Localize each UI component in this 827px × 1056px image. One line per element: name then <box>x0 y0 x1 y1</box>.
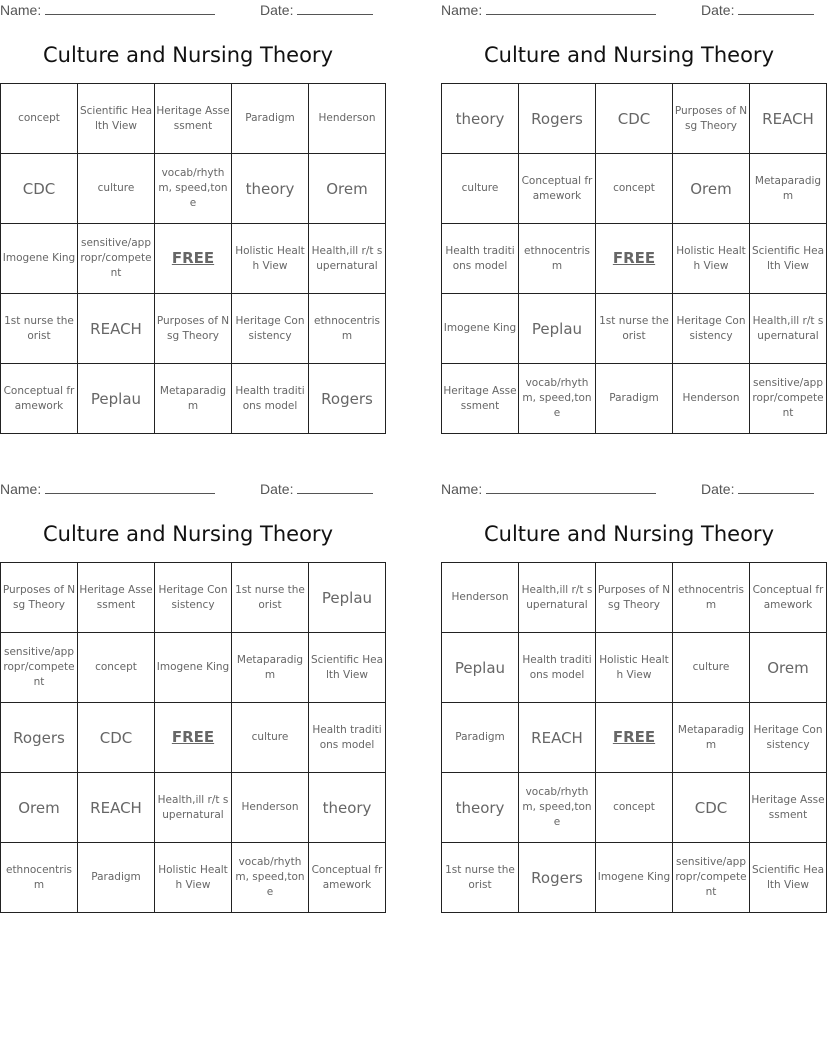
bingo-cell: Imogene King <box>596 843 673 913</box>
bingo-cell: CDC <box>596 84 673 154</box>
bingo-cell: sensitive/appropr/competent <box>750 364 827 434</box>
bingo-cell: 1st nurse theorist <box>1 294 78 364</box>
bingo-cell: Holistic Health View <box>673 224 750 294</box>
bingo-cell: REACH <box>78 773 155 843</box>
bingo-row <box>442 703 827 773</box>
bingo-row <box>442 633 827 703</box>
name-field <box>0 2 215 18</box>
bingo-cell: Scientific Health View <box>750 843 827 913</box>
bingo-cell: Rogers <box>519 84 596 154</box>
bingo-cell: Imogene King <box>1 224 78 294</box>
bingo-cell: CDC <box>78 703 155 773</box>
bingo-cell: CDC <box>673 773 750 843</box>
bingo-cell: concept <box>596 154 673 224</box>
bingo-card <box>0 0 383 440</box>
bingo-cell: ethnocentrism <box>309 294 386 364</box>
bingo-cell: Health traditions model <box>309 703 386 773</box>
bingo-cell: sensitive/appropr/competent <box>1 633 78 703</box>
bingo-cell: concept <box>1 84 78 154</box>
card-title: Culture and Nursing Theory <box>42 522 333 546</box>
bingo-row <box>442 224 827 294</box>
bingo-cell: Paradigm <box>78 843 155 913</box>
name-blank-line[interactable] <box>486 2 656 15</box>
bingo-cell: Peplau <box>442 633 519 703</box>
bingo-cell: REACH <box>78 294 155 364</box>
bingo-cell: Holistic Health View <box>596 633 673 703</box>
date-field <box>701 2 814 18</box>
bingo-cell: REACH <box>519 703 596 773</box>
bingo-cell: Health traditions model <box>519 633 596 703</box>
bingo-cell: Imogene King <box>442 294 519 364</box>
bingo-cell: theory <box>232 154 309 224</box>
bingo-cell: Conceptual framework <box>1 364 78 434</box>
bingo-cell: Heritage Assessment <box>750 773 827 843</box>
bingo-cell: Rogers <box>309 364 386 434</box>
date-blank-line[interactable] <box>297 2 373 15</box>
bingo-cell: concept <box>78 633 155 703</box>
bingo-grid <box>0 562 386 913</box>
bingo-row <box>1 703 386 773</box>
bingo-cell: Rogers <box>519 843 596 913</box>
bingo-cell: Heritage Assessment <box>78 563 155 633</box>
card-title: Culture and Nursing Theory <box>483 43 774 67</box>
date-label: Date: <box>260 2 294 18</box>
date-label: Date: <box>701 481 735 497</box>
bingo-cell: culture <box>673 633 750 703</box>
bingo-cell: Purposes of Nsg Theory <box>673 84 750 154</box>
bingo-row <box>1 154 386 224</box>
bingo-cell: culture <box>232 703 309 773</box>
bingo-cell: Scientific Health View <box>750 224 827 294</box>
date-field <box>701 481 814 497</box>
bingo-row <box>1 364 386 434</box>
name-label: Name: <box>441 2 483 18</box>
bingo-cell: Paradigm <box>442 703 519 773</box>
name-label: Name: <box>0 481 42 497</box>
bingo-cell: Heritage Consistency <box>750 703 827 773</box>
bingo-cell: Heritage Consistency <box>673 294 750 364</box>
bingo-row <box>1 773 386 843</box>
bingo-cell: Conceptual framework <box>519 154 596 224</box>
bingo-cell: Imogene King <box>155 633 232 703</box>
bingo-cell: Peplau <box>78 364 155 434</box>
bingo-cell: Peplau <box>309 563 386 633</box>
bingo-cell: Heritage Assessment <box>155 84 232 154</box>
bingo-cell: Health,ill r/t supernatural <box>155 773 232 843</box>
name-field <box>441 481 656 497</box>
name-blank-line[interactable] <box>45 2 215 15</box>
bingo-cell: vocab/rhythm, speed,tone <box>519 364 596 434</box>
bingo-cell: Health,ill r/t supernatural <box>519 563 596 633</box>
bingo-cell: ethnocentrism <box>1 843 78 913</box>
date-blank-line[interactable] <box>297 481 373 494</box>
bingo-cell: sensitive/appropr/competent <box>673 843 750 913</box>
card-title: Culture and Nursing Theory <box>483 522 774 546</box>
bingo-cell: Paradigm <box>596 364 673 434</box>
bingo-cell: Paradigm <box>232 84 309 154</box>
bingo-cell: ethnocentrism <box>519 224 596 294</box>
bingo-cell: Purposes of Nsg Theory <box>1 563 78 633</box>
card-title: Culture and Nursing Theory <box>42 43 333 67</box>
bingo-row <box>1 563 386 633</box>
bingo-cell: Scientific Health View <box>309 633 386 703</box>
bingo-row <box>1 294 386 364</box>
bingo-cell: Holistic Health View <box>232 224 309 294</box>
bingo-cell: Heritage Consistency <box>232 294 309 364</box>
bingo-cell: theory <box>442 773 519 843</box>
bingo-card <box>441 0 825 440</box>
name-field <box>0 481 215 497</box>
bingo-cell: Metaparadigm <box>155 364 232 434</box>
bingo-cell: Heritage Assessment <box>442 364 519 434</box>
bingo-grid <box>0 83 386 434</box>
date-label: Date: <box>260 481 294 497</box>
bingo-cell: Orem <box>673 154 750 224</box>
date-field <box>260 2 373 18</box>
free-space: FREE <box>596 703 673 773</box>
bingo-cell: Peplau <box>519 294 596 364</box>
bingo-cell: Orem <box>750 633 827 703</box>
bingo-cell: theory <box>309 773 386 843</box>
bingo-cell: Henderson <box>442 563 519 633</box>
bingo-cell: Metaparadigm <box>232 633 309 703</box>
bingo-cell: 1st nurse theorist <box>442 843 519 913</box>
bingo-row <box>442 563 827 633</box>
bingo-row <box>1 224 386 294</box>
name-field <box>441 2 656 18</box>
bingo-cell: culture <box>442 154 519 224</box>
bingo-cell: Health traditions model <box>232 364 309 434</box>
date-field <box>260 481 373 497</box>
bingo-card <box>0 479 384 919</box>
name-blank-line[interactable] <box>45 481 215 494</box>
bingo-cell: 1st nurse theorist <box>596 294 673 364</box>
date-label: Date: <box>701 2 735 18</box>
bingo-cell: Heritage Consistency <box>155 563 232 633</box>
bingo-cell: vocab/rhythm, speed,tone <box>232 843 309 913</box>
bingo-cell: Metaparadigm <box>673 703 750 773</box>
free-space: FREE <box>596 224 673 294</box>
bingo-cell: Conceptual framework <box>750 563 827 633</box>
bingo-cell: ethnocentrism <box>673 563 750 633</box>
name-label: Name: <box>0 2 42 18</box>
bingo-cell: Health traditions model <box>442 224 519 294</box>
bingo-cell: sensitive/appropr/competent <box>78 224 155 294</box>
bingo-cell: Orem <box>1 773 78 843</box>
bingo-cell: Henderson <box>309 84 386 154</box>
bingo-row <box>442 773 827 843</box>
bingo-cell: Purposes of Nsg Theory <box>155 294 232 364</box>
date-blank-line[interactable] <box>738 481 814 494</box>
bingo-cell: Orem <box>309 154 386 224</box>
bingo-cell: CDC <box>1 154 78 224</box>
bingo-row <box>442 364 827 434</box>
bingo-grid <box>441 83 827 434</box>
bingo-cell: REACH <box>750 84 827 154</box>
bingo-cell: Conceptual framework <box>309 843 386 913</box>
bingo-cell: Rogers <box>1 703 78 773</box>
date-blank-line[interactable] <box>738 2 814 15</box>
bingo-cell: Metaparadigm <box>750 154 827 224</box>
bingo-cell: Health,ill r/t supernatural <box>750 294 827 364</box>
bingo-row <box>1 84 386 154</box>
name-label: Name: <box>441 481 483 497</box>
free-space: FREE <box>155 224 232 294</box>
bingo-cell: Henderson <box>232 773 309 843</box>
bingo-row <box>1 633 386 703</box>
bingo-card <box>441 479 825 919</box>
bingo-row <box>442 154 827 224</box>
bingo-cell: Henderson <box>673 364 750 434</box>
bingo-cell: culture <box>78 154 155 224</box>
bingo-cell: Purposes of Nsg Theory <box>596 563 673 633</box>
bingo-cell: vocab/rhythm, speed,tone <box>155 154 232 224</box>
bingo-cell: concept <box>596 773 673 843</box>
bingo-row <box>1 843 386 913</box>
bingo-cell: vocab/rhythm, speed,tone <box>519 773 596 843</box>
bingo-grid <box>441 562 827 913</box>
bingo-row <box>442 294 827 364</box>
name-blank-line[interactable] <box>486 481 656 494</box>
bingo-row <box>442 843 827 913</box>
bingo-row <box>442 84 827 154</box>
bingo-cell: Holistic Health View <box>155 843 232 913</box>
bingo-cell: Health,ill r/t supernatural <box>309 224 386 294</box>
bingo-cell: 1st nurse theorist <box>232 563 309 633</box>
bingo-cell: theory <box>442 84 519 154</box>
free-space: FREE <box>155 703 232 773</box>
bingo-cell: Scientific Health View <box>78 84 155 154</box>
